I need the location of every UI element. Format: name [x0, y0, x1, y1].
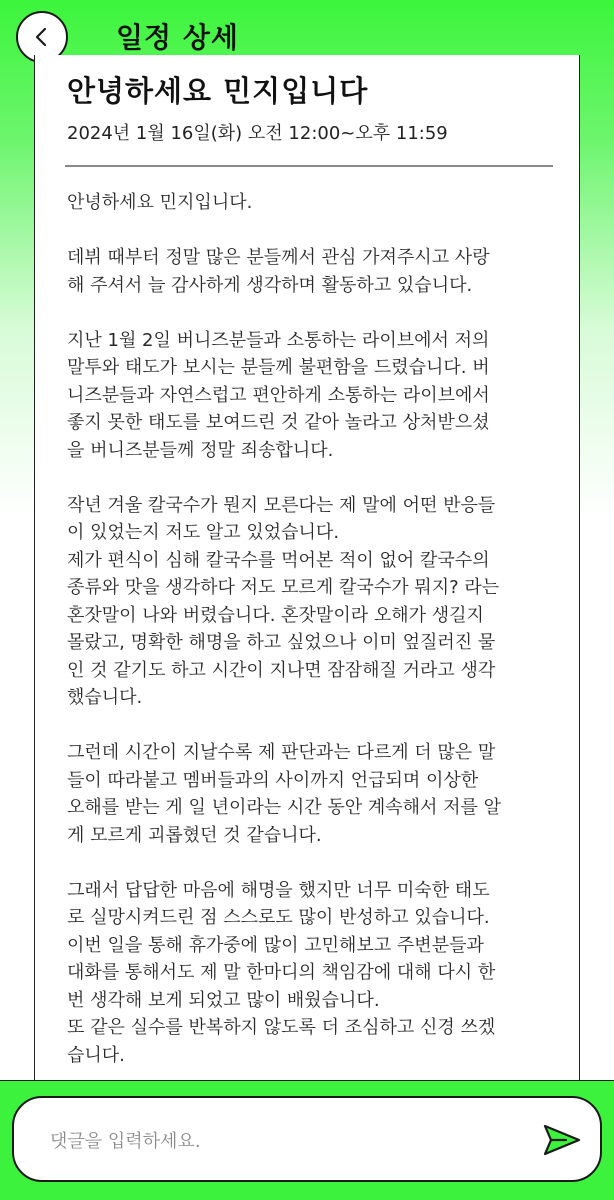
post-line: 혼잣말이 나와 버렸습니다. 혼잣말이라 오해가 생길지 — [67, 604, 484, 626]
post-line: 했습니다. — [67, 687, 143, 708]
post-line: 종류와 맛을 생각하다 저도 모르게 칼국수가 뭐지? 라는 — [67, 577, 500, 598]
post-line: 제가 편식이 심해 칼국수를 먹어본 적이 없어 칼국수의 — [67, 549, 490, 571]
send-button[interactable] — [542, 1122, 582, 1158]
comment-input[interactable] — [50, 1126, 510, 1156]
post-line: 안녕하세요 민지입니다. — [67, 192, 253, 213]
post-line: 들이 따라붙고 멤버들과의 사이까지 언급되며 이상한 — [67, 769, 479, 791]
post-line: 몰랐고, 명확한 해명을 하고 싶었으나 이미 엎질러진 물 — [67, 632, 496, 653]
chevron-left-icon — [31, 26, 53, 48]
post-paragraph — [67, 327, 562, 465]
comment-box — [12, 1096, 602, 1182]
post-date: 2024년 1월 16일(화) 오전 12:00~오후 11:59 — [67, 123, 448, 144]
post-line: 번 생각해 보게 되었고 많이 배웠습니다. — [67, 989, 380, 1011]
post-paragraph — [67, 739, 562, 849]
post-line: 습니다. — [67, 1044, 125, 1066]
post-line: 작년 겨울 칼국수가 뭔지 모른다는 제 말에 어떤 반응들 — [67, 494, 496, 516]
send-icon — [542, 1123, 582, 1157]
post-line: 로 실망시켜드린 점 스스로도 많이 반성하고 있습니다. — [67, 907, 490, 928]
post-card — [34, 55, 580, 1115]
post-line: 이번 일을 통해 휴가중에 많이 고민해보고 주변분들과 — [67, 934, 484, 956]
divider — [65, 165, 553, 167]
page-title: 일정 상세 — [116, 21, 239, 54]
post-line: 오해를 받는 게 일 년이라는 시간 동안 계속해서 저를 알 — [67, 797, 502, 818]
post-line: 이 있었는지 저도 알고 있었습니다. — [67, 522, 340, 543]
post-paragraph — [67, 189, 562, 217]
post-line: 대화를 통해서도 제 말 한마디의 책임감에 대해 다시 한 — [67, 962, 496, 983]
post-line: 좋지 못한 태도를 보여드린 것 같아 놀라고 상처받으셨 — [67, 412, 490, 433]
post-line: 지난 1월 2일 버니즈분들과 소통하는 라이브에서 저의 — [67, 329, 490, 351]
post-line: 그래서 답답한 마음에 해명을 했지만 너무 미숙한 태도 — [67, 879, 490, 901]
post-line: 말투와 태도가 보시는 분들께 불편함을 드렸습니다. 버 — [67, 357, 490, 378]
post-paragraph — [67, 244, 562, 299]
post-paragraph — [67, 492, 562, 712]
post-line: 데뷔 때부터 정말 많은 분들께서 관심 가져주시고 사랑 — [67, 247, 490, 268]
post-line: 해 주셔서 늘 감사하게 생각하며 활동하고 있습니다. — [67, 274, 473, 296]
post-line: 니즈분들과 자연스럽고 편안하게 소통하는 라이브에서 — [67, 384, 490, 406]
post-line: 게 모르게 괴롭혔던 것 같습니다. — [67, 824, 322, 846]
post-title: 안녕하세요 민지입니다 — [67, 74, 369, 108]
post-line: 인 것 같기도 하고 시간이 지나면 잠잠해질 거라고 생각 — [67, 659, 496, 681]
post-line: 을 버니즈분들께 정말 죄송합니다. — [67, 439, 334, 461]
post-line: 또 같은 실수를 반복하지 않도록 더 조심하고 신경 쓰겠 — [67, 1017, 496, 1038]
post-paragraph — [67, 877, 562, 1070]
post-body — [67, 189, 562, 1179]
post-line: 그런데 시간이 지날수록 제 판단과는 다르게 더 많은 말 — [67, 742, 496, 763]
